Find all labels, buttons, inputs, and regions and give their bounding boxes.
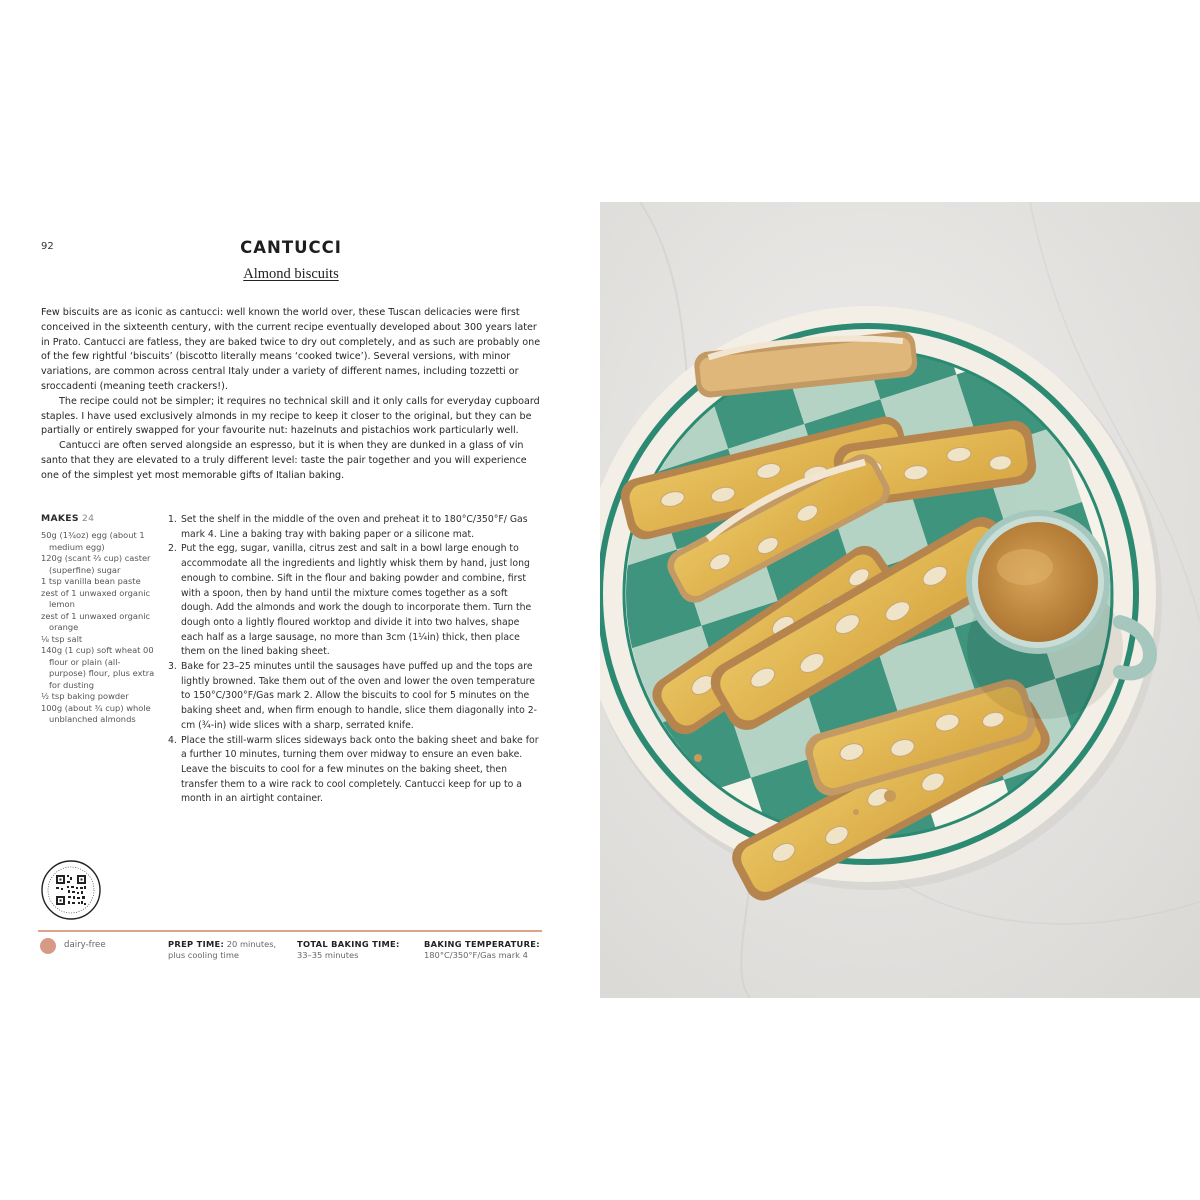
ingredient-item: zest of 1 unwaxed organic lemon [41, 587, 151, 609]
dairy-free-icon [40, 938, 56, 954]
baking-temperature-value: 180°C/350°F/Gas mark 4 [424, 950, 528, 960]
footer-divider [38, 930, 542, 932]
makes-label: MAKES [41, 513, 79, 524]
baking-time-value: 33–35 minutes [297, 950, 359, 960]
ingredient-item: 100g (about ¾ cup) whole unblanched almonds [41, 702, 151, 724]
total-baking-time [297, 939, 400, 961]
ingredient-item: zest of 1 unwaxed organic orange [41, 610, 151, 632]
baking-temperature [424, 939, 540, 961]
prep-time [168, 939, 276, 961]
ingredient-item: ⅛ tsp salt [41, 633, 83, 644]
step-number: 2. [168, 543, 177, 555]
makes-yield [41, 513, 94, 524]
method-step [168, 660, 540, 734]
recipe-page [0, 200, 600, 1000]
ingredient-item: 1 tsp vanilla bean paste [41, 576, 141, 586]
intro-paragraph: Few biscuits are as iconic as cantucci: well known the world over, these Tuscan delicacies were first conceived in the sixteenth century, with the current recipe eventually developed about 300 years later in Prato. Cantucci are fatless, they are baked twice to dry out completely, and as such are probably one of the few rightful ‘biscuits’ (biscotto literally means ‘cooked twice’). Several versions, with minor variations, are common across central Italy under a variety of different names, including tozzetti or sroccadenti (meaning teeth crackers!). [41, 307, 541, 392]
step-number: 4. [168, 734, 177, 746]
prep-time-extra: plus cooling time [168, 950, 240, 960]
recipe-title: CANTUCCI [240, 238, 342, 257]
ingredient-item: 50g (1¾oz) egg (about 1 medium egg) [41, 530, 145, 552]
ingredient-item: ½ tsp baking powder [41, 691, 129, 701]
cantucci-photo [600, 202, 1200, 998]
step-text: Put the egg, sugar, vanilla, citrus zest and salt in a bowl large enough to accommodate all the ingredients and lightly whisk them by hand, just long enough to combine. Sift in the flour and baking powder and combine, first with a spoon, then by hand until the mixture comes together as a soft dough. Add the almonds and work the dough to incorporate them. Turn the dough onto a lightly floured worktop and divide it into two halves, shape each half as a large sausage, no more than 3cm (1¼in) thick, then place them on the lined baking sheet. [181, 543, 532, 658]
intro-paragraph: The recipe could not be simpler; it requires no technical skill and it only calls for everyday cupboard staples. I have used exclusively almonds in my recipe to keep it closer to the original, but they can be partially or entirely swapped for your favourite nut: hazelnuts and pistachios work particularly well. [41, 395, 540, 437]
step-text: Place the still-warm slices sideways back onto the baking sheet and bake for a further 10 minutes, turning them over midway to ensure an even bake. Leave the biscuits to cool for a few minutes on the baking sheet, then transfer them to a wire rack to cool completely. Cantucci keep for up to a month in an airtight container. [181, 734, 539, 805]
makes-value: 24 [82, 513, 95, 524]
step-number: 1. [168, 514, 177, 525]
page-number: 92 [41, 241, 54, 252]
ingredient-item: 120g (scant ⅔ cup) caster (superfine) sugar [41, 553, 151, 575]
dietary-label: dairy-free [64, 940, 106, 950]
method-step [168, 513, 540, 542]
baking-temperature-label: BAKING TEMPERATURE: [424, 939, 540, 949]
baking-time-label: TOTAL BAKING TIME: [297, 939, 400, 949]
step-text: Set the shelf in the middle of the oven and preheat it to 180°C/350°F/ Gas mark 4. Line a baking tray with baking paper or a silicone mat. [181, 514, 528, 540]
prep-time-label: PREP TIME: [168, 939, 225, 949]
ingredients-list [41, 530, 156, 726]
step-number: 3. [168, 661, 177, 673]
ingredient-item: 140g (1 cup) soft wheat 00 flour or plain (all-purpose) flour, plus extra for dusting [41, 645, 155, 690]
recipe-subtitle: Almond biscuits [243, 266, 339, 282]
prep-time-value: 20 minutes, [226, 939, 277, 949]
intro-text [41, 306, 543, 484]
intro-paragraph: Cantucci are often served alongside an espresso, but it is when they are dunked in a glass of vin santo that they are elevated to a truly different level: taste the pair together and you will experience one of the simplest yet most memorable gifts of Italian baking. [41, 440, 527, 481]
method-step [168, 734, 540, 808]
method-step [168, 542, 540, 660]
method-steps [168, 513, 540, 807]
qr-code-icon[interactable] [41, 860, 101, 920]
cantucci-plate-illustration [600, 202, 1200, 998]
step-text: Bake for 23–25 minutes until the sausages have puffed up and the tops are lightly browned. Take them out of the oven and lower the oven temperature to 150°C/300°F/Gas mark 2. Allow the biscuits to cool for 5 minutes on the baking sheet and, when firm enough to handle, slice them diagonally into 2-cm (¾-in) wide slices with a sharp, serrated knife. [181, 661, 537, 731]
